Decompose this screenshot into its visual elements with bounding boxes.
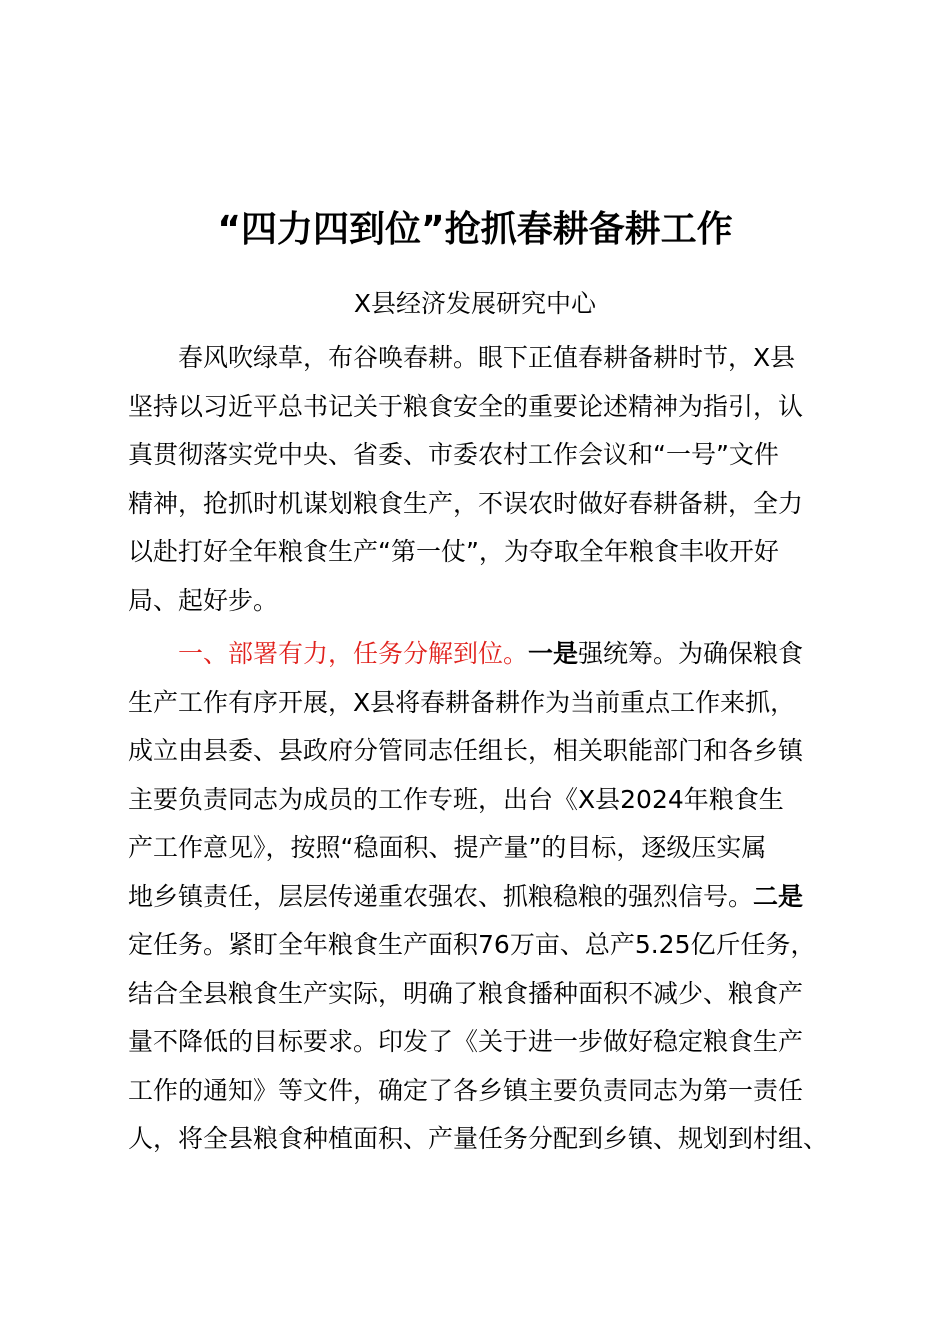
paragraph-line: 真贯彻落实党中央、省委、市委农村工作会议和“一号”文件 (128, 440, 779, 469)
paragraph-line (128, 630, 832, 679)
paragraph-line: 工作的通知》等文件，确定了各乡镇主要负责同志为第一责任 (128, 1075, 804, 1105)
emphasis-second: 二是 (753, 881, 804, 911)
paragraph-line: 人，将全县粮食种植面积、产量任务分配到乡镇、规划到村组、 (128, 1124, 829, 1153)
paragraph-section-one (128, 630, 832, 1164)
paragraph-line: 生产工作有序开展，X县将春耕备耕作为当前重点工作来抓， (128, 687, 796, 717)
paragraph-line (128, 873, 832, 922)
paragraph-text: 地乡镇责任，层层传递重农强农、抓粮稳粮的强烈信号。 (128, 881, 754, 911)
paragraph-line: 结合全县粮食生产实际，明确了粮食播种面积不减少、粮食产 (128, 978, 804, 1008)
paragraph-line: 春风吹绿草，布谷唤春耕。眼下正值春耕备耕时节，X县 (178, 343, 796, 372)
paragraph-intro (128, 334, 832, 625)
paragraph-line: 成立由县委、县政府分管同志任组长，相关职能部门和各乡镇 (128, 736, 804, 765)
emphasis-first: 一是 (528, 639, 579, 668)
paragraph-line: 以赴打好全年粮食生产“第一仗”，为夺取全年粮食丰收开好 (128, 537, 779, 566)
paragraph-text: 强统筹。为确保粮食 (578, 639, 804, 668)
paragraph-line: 量不降低的目标要求。印发了《关于进一步做好稳定粮食生产 (128, 1027, 804, 1056)
document-author: X县经济发展研究中心 (353, 289, 597, 318)
document-title: “四力四到位”抢抓春耕备耕工作 (217, 209, 733, 250)
paragraph-line: 精神，抢抓时机谋划粮食生产，不误农时做好春耕备耕，全力 (128, 488, 804, 518)
paragraph-line: 主要负责同志为成员的工作专班，出台《X县2024年粮食生 (128, 784, 784, 814)
paragraph-line: 定任务。紧盯全年粮食生产面积76万亩、总产5.25亿斤任务， (128, 930, 816, 959)
section-heading: 一、部署有力，任务分解到位。 (178, 639, 529, 668)
paragraph-line: 局、起好步。 (128, 585, 279, 615)
paragraph-line: 坚持以习近平总书记关于粮食安全的重要论述精神为指引，认 (128, 391, 804, 421)
paragraph-line: 产工作意见》，按照“稳面积、提产量”的目标，逐级压实属 (128, 833, 767, 862)
